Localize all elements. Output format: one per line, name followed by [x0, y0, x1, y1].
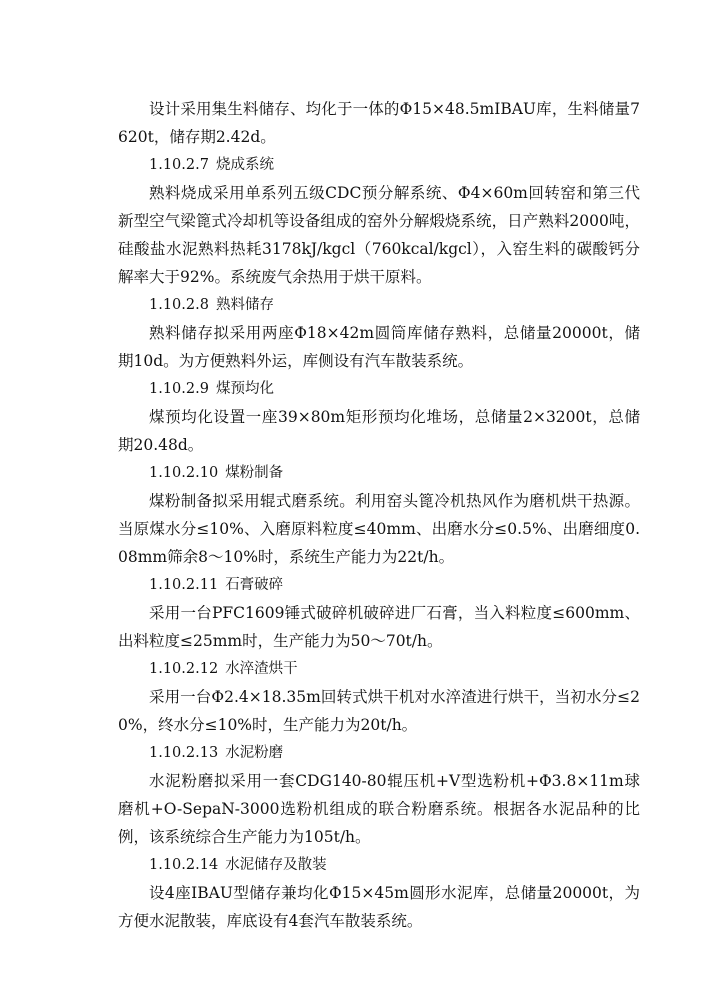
paragraph-gypsum-crushing: 采用一台PFC1609锤式破碎机破碎进厂石膏，当入料粒度≤600mm、出料粒度≤25mm时，生产能力为50～70t/h。 [118, 604, 640, 650]
section-number: 1.10.2.11 [149, 577, 219, 593]
paragraph-raw-meal-storage: 设计采用集生料储存、均化于一体的Φ15×48.5mIBAU库，生料储量7620t，储存期2.42d。 [118, 100, 640, 146]
section-heading-1-10-2-14 [118, 851, 640, 879]
paragraph-burning-system: 熟料烧成采用单系列五级CDC预分解系统、Φ4×60m回转窑和第三代新型空气梁篦式冷却机等设备组成的窑外分解煅烧系统，日产熟料2000吨，硅酸盐水泥熟料热耗3178kJ/kgcl（760kcal/kgcl），入窑生料的碳酸钙分解率大于92%。系统废气余热用于烘干原料。 [118, 184, 640, 286]
paragraph-coal-prehomogenization: 煤预均化设置一座39×80m矩形预均化堆场，总储量2×3200t，总储期20.48d。 [118, 408, 640, 454]
section-number: 1.10.2.12 [149, 661, 219, 677]
document-body [118, 95, 640, 935]
section-number: 1.10.2.8 [149, 297, 209, 313]
section-number: 1.10.2.7 [149, 157, 209, 173]
section-heading-1-10-2-13 [118, 739, 640, 767]
section-title: 熟料储存 [215, 297, 274, 313]
section-heading-1-10-2-11 [118, 571, 640, 599]
section-number: 1.10.2.10 [149, 465, 219, 481]
section-title: 水淬渣烘干 [225, 661, 298, 677]
paragraph-clinker-storage: 熟料储存拟采用两座Φ18×42m圆筒库储存熟料，总储量20000t，储期10d。为方便熟料外运，库侧设有汽车散装系统。 [118, 324, 640, 370]
section-number: 1.10.2.13 [149, 745, 219, 761]
paragraph-cement-grinding: 水泥粉磨拟采用一套CDG140-80辊压机+V型选粉机+Φ3.8×11m球磨机+O-SepaN-3000选粉机组成的联合粉磨系统。根据各水泥品种的比例，该系统综合生产能力为105t/h。 [118, 772, 640, 846]
paragraph-slag-drying: 采用一台Φ2.4×18.35m回转式烘干机对水淬渣进行烘干，当初水分≤20%，终水分≤10%时，生产能力为20t/h。 [118, 688, 640, 734]
section-title: 石膏破碎 [225, 577, 284, 593]
section-number: 1.10.2.14 [149, 857, 219, 873]
section-title: 水泥储存及散装 [225, 857, 327, 873]
section-number: 1.10.2.9 [149, 381, 209, 397]
paragraph-cement-storage-bulk: 设4座IBAU型储存兼均化Φ15×45m圆形水泥库，总储量20000t，为方便水泥散装，库底设有4套汽车散装系统。 [118, 884, 640, 930]
section-heading-1-10-2-10 [118, 459, 640, 487]
section-heading-1-10-2-8 [118, 291, 640, 319]
section-heading-1-10-2-9 [118, 375, 640, 403]
paragraph-coal-powder-preparation: 煤粉制备拟采用辊式磨系统。利用窑头篦冷机热风作为磨机烘干热源。当原煤水分≤10%、入磨原料粒度≤40mm、出磨水分≤0.5%、出磨细度0.08mm筛余8～10%时，系统生产能力为22t/h。 [118, 492, 640, 566]
section-title: 煤预均化 [215, 381, 274, 397]
section-heading-1-10-2-7 [118, 151, 640, 179]
section-title: 水泥粉磨 [225, 745, 284, 761]
section-title: 烧成系统 [215, 157, 274, 173]
section-heading-1-10-2-12 [118, 655, 640, 683]
section-title: 煤粉制备 [225, 465, 284, 481]
